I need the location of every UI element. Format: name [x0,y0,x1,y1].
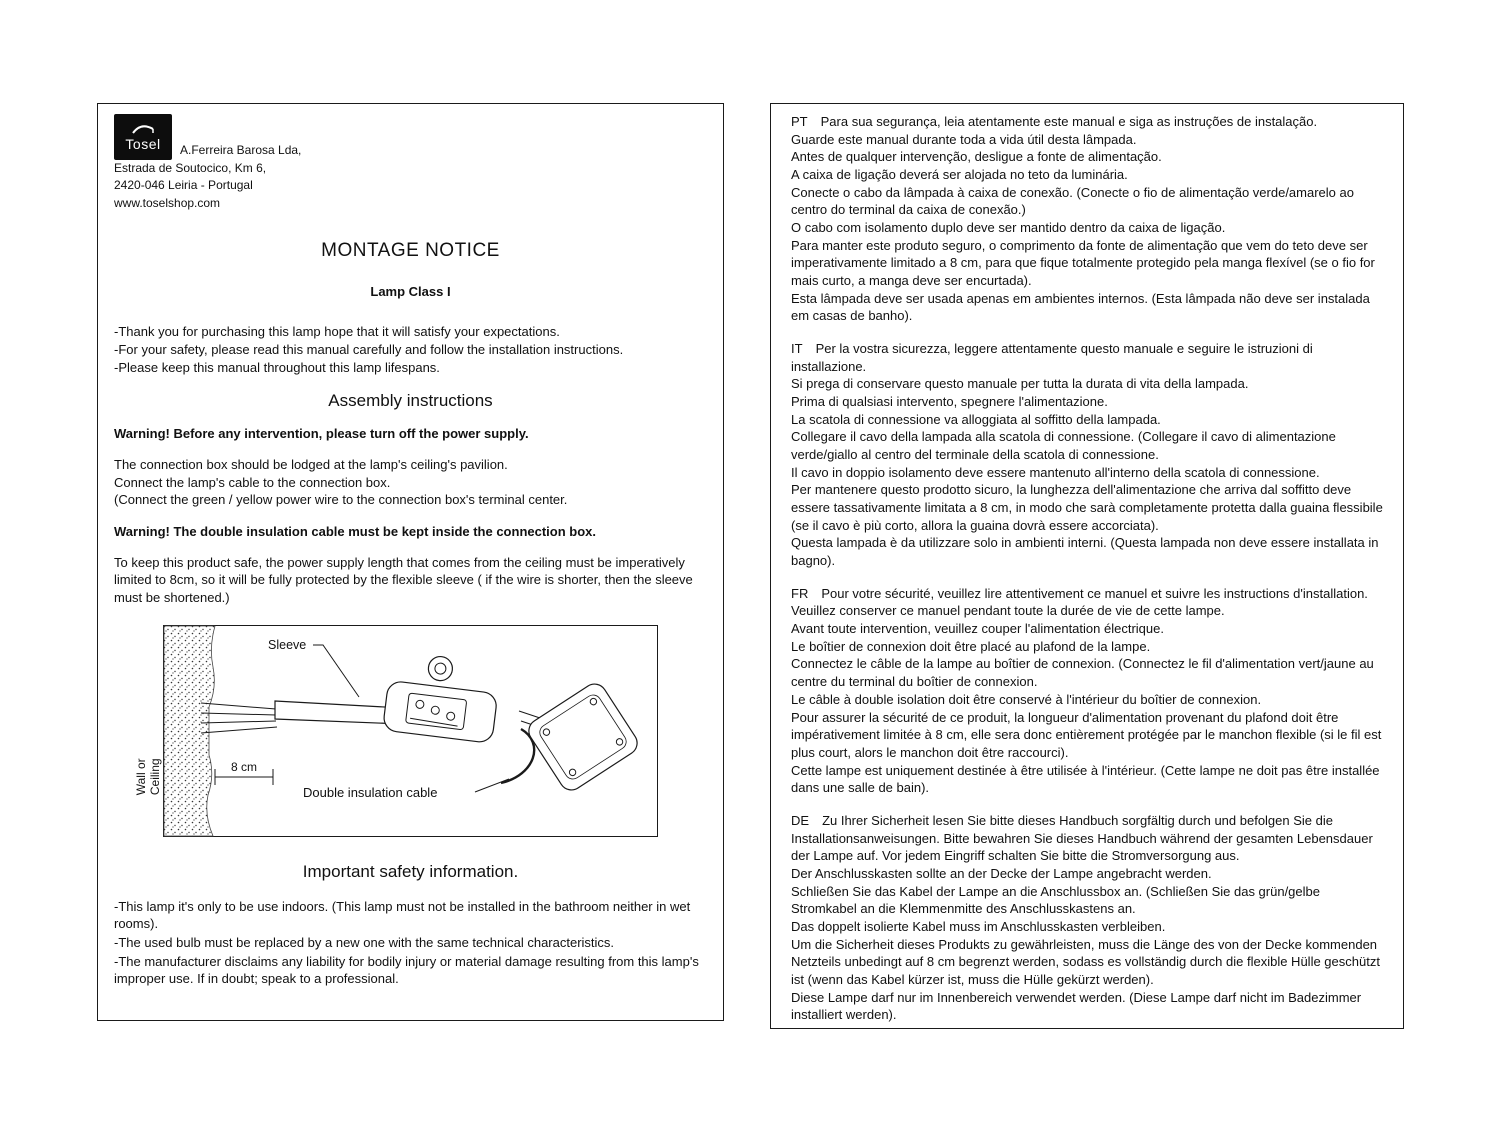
address-line: 2420-046 Leiria - Portugal [114,178,253,193]
sentence [791,113,1383,131]
sentence-text: Per la vostra sicurezza, leggere attentamente questo manuale e seguire le istruzioni di installazione. [791,341,1313,374]
safety-line: -The used bulb must be replaced by a new one with the same technical characteristics. [114,934,615,950]
brand-name: Tosel [125,135,161,152]
sentence: Si prega di conservare questo manuale per tutta la durata di vita della lampada. [791,376,1249,392]
sentence: Il cavo in doppio isolamento deve essere mantenuto all'interno della scatola di connessione. [791,464,1320,480]
page-title: MONTAGE NOTICE [321,240,500,262]
instruction-line: The connection box should be lodged at the lamp's ceiling's pavilion. [114,456,508,472]
safety-line: -This lamp it's only to be use indoors. (This lamp must not be installed in the bathroom neither in wet rooms). [114,898,691,932]
sleeve-label: Sleeve [268,637,307,652]
dimension-label: 8 cm [230,759,258,774]
intro-line: -For your safety, please read this manual carefully and follow the installation instructions. [114,341,624,357]
sentence [791,812,1383,865]
sentence [791,340,1383,375]
sentence-text: Zu Ihrer Sicherheit lesen Sie bitte dieses Handbuch sorgfältig durch und befolgen Sie die Installationsanweisungen. Bitte bewahren Sie dieses Handbuch während der gesamten Lebensdauer der Lampe auf. Vor jedem Eingriff schalten Sie bitte die Stromversorgung aus. [791,812,1373,864]
sentence: Avant toute intervention, veuillez couper l'alimentation électrique. [791,621,1164,637]
safety-heading: Important safety information. [302,861,519,881]
sentence: Collegare il cavo della lampada alla scatola di connessione. (Collegare il cavo di alimentazione verde/giallo al centro del terminale della scatola di connessione. [791,429,1336,463]
instruction-line: (Connect the green / yellow power wire to the connection box's terminal center. [114,492,568,508]
address-line: Estrada de Soutocico, Km 6, [114,161,267,175]
cable-label: Double insulation cable [303,784,438,800]
sentence: Le câble à double isolation doit être conservé à l'intérieur du boîtier de connexion. [791,691,1262,707]
address-line: A.Ferreira Barosa Lda, [180,143,302,157]
sentence: Conecte o cabo da lâmpada à caixa de conexão. (Conecte o fio de alimentação verde/amarelo ao centro do terminal da caixa de conexão.) [791,184,1354,218]
warning-insulation: Warning! The double insulation cable must be kept inside the connection box. [114,523,597,539]
sentence: Um die Sicherheit dieses Produkts zu gewährleisten, muss die Länge des von der Decke kommenden Netzteils unbedingt auf 8 cm begrenzt werden, sodass es vollständig durch die flexible Hülle geschützt ist (wenn das Kabel kürzer ist, muss die Hülle gekürzt werden). [791,936,1380,987]
intro-line: -Thank you for purchasing this lamp hope that it will satisfy your expectations. [114,324,560,340]
website-text: www.toselshop.com [114,195,221,210]
sentence: Esta lâmpada deve ser usada apenas em ambientes internos. (Esta lâmpada não deve ser instalada em casas de banho). [791,290,1370,324]
sentence: Guarde este manual durante toda a vida útil desta lâmpada. [791,131,1137,147]
sentence: Schließen Sie das Kabel der Lampe an die Anschlussbox an. (Schließen Sie das grün/gelbe Stromkabel an die Klemmenmitte des Anschlusskastens an. [791,883,1320,917]
right-panel [770,103,1404,1029]
assembly-heading: Assembly instructions [328,391,493,411]
sentence: Le boîtier de connexion doit être placé au plafond de la lampe. [791,638,1151,654]
sentence: A caixa de ligação deverá ser alojada no teto da luminária. [791,167,1128,183]
sentence: Das doppelt isolierte Kabel muss im Anschlusskasten verbleiben. [791,918,1166,934]
supply-length-paragraph: To keep this product safe, the power supply length that comes from the ceiling must be imperatively limited to 8cm, so it will be fully protected by the flexible sleeve ( if the wire is shorter, then the sleeve must be shortened.) [114,554,693,605]
sentence: La scatola di connessione va alloggiata al soffitto della lampada. [791,411,1161,427]
lamp-icon [130,123,156,135]
sentence: Cette lampe est uniquement destinée à être utilisée à l'intérieur. (Cette lampe ne doit pas être installée dans une salle de bain). [791,762,1380,796]
wall-ceiling-label: Wall or Ceiling [134,757,162,795]
brand-logo [114,114,172,160]
connection-instructions [114,456,707,509]
language-section-it [791,340,1383,570]
sentence: Para manter este produto seguro, o comprimento da fonte de alimentação que vem do teto deve ser imperativamente limitado a 8 cm, para que fique totalmente protegido pela manga flexível (se o fio for mais curto, a manga deve ser encurtada). [791,237,1375,289]
language-code: FR [791,585,809,601]
safety-paragraph [114,898,707,988]
left-panel [97,103,724,1021]
sentence: Per mantenere questo prodotto sicuro, la lunghezza dell'alimentazione che arriva dal soffitto deve essere tassativamente limitata a 8 cm, in modo che sarà completamente protetta dalla guaina flessibile (se il cavo è più corto, allora la guaina dovrà essere accorciata). [791,482,1383,533]
sentence [791,585,1383,620]
safety-line: -The manufacturer disclaims any liability for bodily injury or material damage resulting from this lamp's improper use. If in doubt; speak to a professional. [114,953,699,987]
sentence: Antes de qualquer intervenção, desligue a fonte de alimentação. [791,149,1162,165]
brand-block [114,114,707,160]
sentence-text: Para sua segurança, leia atentamente este manual e siga as instruções de instalação. [820,114,1318,129]
sentence: Prima di qualsiasi intervento, spegnere l'alimentazione. [791,394,1108,410]
installation-diagram [134,625,658,842]
intro-line: -Please keep this manual throughout this lamp lifespans. [114,359,440,375]
lamp-class-subtitle: Lamp Class I [370,284,451,300]
diagram-drawing [163,625,658,837]
language-code: PT [791,114,808,129]
language-code: DE [791,812,810,828]
language-section-fr [791,585,1383,797]
language-code: IT [791,341,803,357]
intro-paragraph [114,323,707,376]
sentence: Questa lampada è da utilizzare solo in ambienti interni. (Questa lampada non deve essere installata in bagno). [791,535,1379,569]
language-section-de [791,812,1383,1024]
sentence: Connectez le câble de la lampe au boîtier de connexion. (Connectez le fil d'alimentation vert/jaune au centre du terminal du boîtier de connexion. [791,656,1374,690]
sentence: Diese Lampe darf nur im Innenbereich verwendet werden. (Diese Lampe darf nicht im Badezimmer installiert werden). [791,989,1362,1023]
sentence-text: Pour votre sécurité, veuillez lire attentivement ce manuel et suivre les instructions d'installation. Veuillez conserver ce manuel pendant toute la durée de vie de cette lampe. [791,585,1368,619]
instruction-line: Connect the lamp's cable to the connection box. [114,474,391,490]
language-section-pt [791,113,1383,325]
sentence: Der Anschlusskasten sollte an der Decke der Lampe angebracht werden. [791,865,1212,881]
sentence: Pour assurer la sécurité de ce produit, la longueur d'alimentation provenant du plafond doit être impérativement limitée à 8 cm, elle sera donc entièrement protégée par le manchon flexible (si le fil est plus court, alors le manchon doit être raccourci). [791,709,1382,760]
warning-power-supply: Warning! Before any intervention, please turn off the power supply. [114,426,529,442]
sentence: O cabo com isolamento duplo deve ser mantido dentro da caixa de ligação. [791,220,1226,236]
